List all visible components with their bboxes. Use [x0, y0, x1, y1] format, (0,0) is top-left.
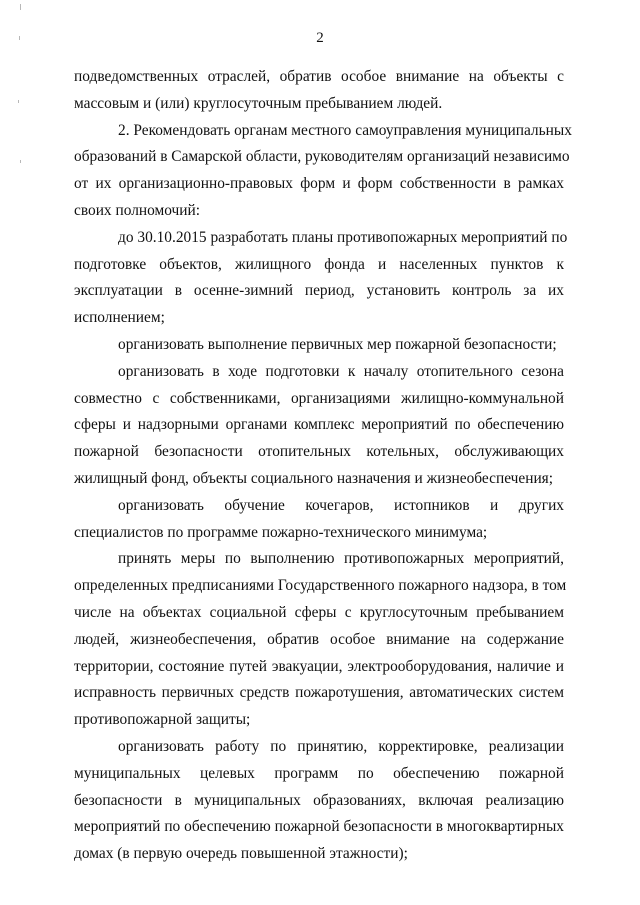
- text-line: массовым и (или) круглосуточным пребыванием людей.: [74, 94, 443, 112]
- document-body: [74, 64, 572, 868]
- text-line: организовать работу по принятию, корректировке, реализации: [118, 737, 564, 755]
- text-line: определенных предписаниями Государственного пожарного надзора, в том: [74, 577, 567, 595]
- text-line: противопожарной защиты;: [74, 711, 251, 729]
- scan-speck: [20, 160, 21, 163]
- text-line: подготовке объектов, жилищного фонда и населенных пунктов к: [74, 255, 564, 273]
- text-line: от их организационно-правовых форм и форм собственности в рамках: [74, 175, 564, 193]
- text-line: эксплуатации в осенне-зимний период, установить контроль за их: [74, 282, 564, 300]
- text-line: жилищный фонд, объекты социального назначения и жизнеобеспечения;: [74, 469, 554, 487]
- text-line: организовать обучение кочегаров, истопников и других: [118, 496, 564, 514]
- scan-speck: [19, 36, 20, 40]
- paragraph: [74, 64, 564, 118]
- text-line: сферы и надзорными органами комплекс мероприятий по обеспечению: [74, 416, 564, 434]
- text-line: образований в Самарской области, руководителям организаций независимо: [74, 148, 570, 166]
- paragraph: [74, 546, 567, 734]
- text-line: пожарной безопасности отопительных котельных, обслуживающих: [74, 443, 564, 461]
- text-line: подведомственных отраслей, обратив особое внимание на объекты с: [74, 68, 564, 85]
- text-line: совместно с собственниками, организациями жилищно-коммунальной: [74, 389, 564, 407]
- text-line: 2. Рекомендовать органам местного самоуправления муниципальных: [118, 121, 572, 139]
- text-line: своих полномочий:: [74, 201, 201, 219]
- text-line: безопасности в муниципальных образованиях, включая реализацию: [74, 791, 564, 809]
- text-line: исправность первичных средств пожаротушения, автоматических систем: [74, 684, 564, 702]
- paragraph: [74, 332, 564, 359]
- scan-speck: [20, 4, 21, 10]
- text-line: принять меры по выполнению противопожарных мероприятий,: [118, 550, 564, 568]
- text-line: числе на объектах социальной сферы с круглосуточным пребыванием: [74, 603, 564, 621]
- text-line: территории, состояние путей эвакуации, электрооборудования, наличие и: [74, 657, 564, 675]
- paragraph: [74, 225, 568, 332]
- text-line: муниципальных целевых программ по обеспечению пожарной: [74, 764, 564, 782]
- text-line: домах (в первую очередь повышенной этажности);: [74, 845, 408, 863]
- text-line: людей, жизнеобеспечения, обратив особое внимание на содержание: [74, 630, 564, 648]
- page-number: 2: [316, 30, 324, 46]
- text-line: мероприятий по обеспечению пожарной безопасности в многоквартирных: [74, 818, 564, 836]
- text-line: специалистов по программе пожарно-технического минимума;: [74, 523, 488, 541]
- text-line: исполнением;: [74, 309, 165, 327]
- scan-speck: [18, 100, 19, 103]
- text-line: до 30.10.2015 разработать планы противопожарных мероприятий по: [118, 228, 568, 246]
- paragraph: [74, 734, 564, 868]
- paragraph: [74, 118, 572, 225]
- paragraph: [74, 493, 564, 547]
- text-line: организовать выполнение первичных мер пожарной безопасности;: [118, 335, 557, 353]
- text-line: организовать в ходе подготовки к началу отопительного сезона: [118, 362, 564, 380]
- paragraph: [74, 359, 564, 493]
